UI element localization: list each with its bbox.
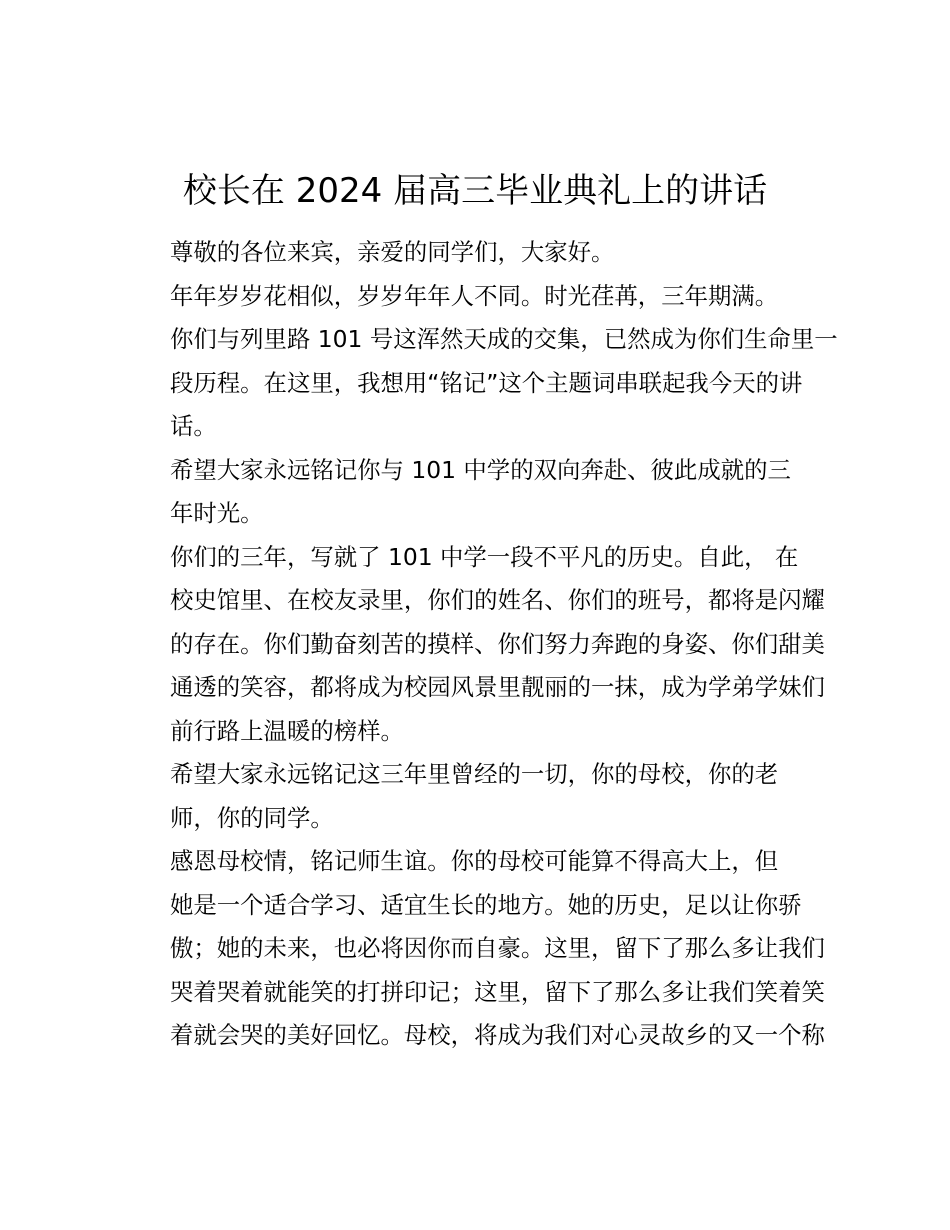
- paragraph-line: 段历程。在这里，我想用“铭记”这个主题词串联起我今天的讲: [170, 368, 803, 397]
- paragraph-line: 感恩母校情，铭记师生谊。你的母校可能算不得高大上，但: [170, 847, 779, 875]
- paragraph-line: 前行路上温暖的榜样。: [170, 716, 404, 745]
- document-title: 校长在 2024 届高三毕业典礼上的讲话: [182, 171, 768, 211]
- paragraph-line: 哭着哭着就能笑的打拼印记；这里，留下了那么多让我们笑着笑: [170, 977, 825, 1006]
- paragraph-line: 傲；她的未来，也必将因你而自豪。这里，留下了那么多让我们: [170, 934, 825, 962]
- paragraph-line: 师，你的同学。: [170, 803, 334, 832]
- paragraph-line: 你们的三年，写就了 101 中学一段不平凡的历史。自此， 在: [170, 542, 799, 571]
- paragraph-line: 校史馆里、在校友录里，你们的姓名、你们的班号，都将是闪耀: [170, 586, 825, 614]
- paragraph: [123, 536, 829, 754]
- paragraph-line: 通透的笑容，都将成为校园风景里靓丽的一抹，成为学弟学妹们: [170, 673, 825, 701]
- paragraph: [123, 275, 838, 449]
- paragraph-line: 话。: [170, 412, 217, 440]
- document-body: [123, 231, 838, 1058]
- paragraph-line: 的存在。你们勤奋刻苦的摸样、你们努力奔跑的身姿、你们甜美: [170, 629, 825, 658]
- paragraph: [123, 231, 829, 275]
- paragraph-line: 年年岁岁花相似，岁岁年年人不同。时光荏苒，三年期满。: [170, 281, 779, 310]
- paragraph-line: 希望大家永远铭记你与 101 中学的双向奔赴、彼此成就的三: [170, 455, 791, 484]
- paragraph: [123, 840, 829, 1058]
- paragraph: [123, 753, 829, 840]
- paragraph-line: 你们与列里路 101 号这浑然天成的交集，已然成为你们生命里一: [170, 325, 838, 353]
- paragraph-line: 着就会哭的美好回忆。母校，将成为我们对心灵故乡的又一个称: [170, 1021, 825, 1049]
- paragraph-line: 她是一个适合学习、适宜生长的地方。她的历史，足以让你骄: [170, 890, 802, 919]
- paragraph-line: 希望大家永远铭记这三年里曾经的一切，你的母校，你的老: [170, 760, 779, 788]
- paragraph-line: 年时光。: [170, 499, 264, 527]
- paragraph-line: 尊敬的各位来宾，亲爱的同学们，大家好。: [170, 238, 615, 266]
- paragraph: [123, 449, 829, 536]
